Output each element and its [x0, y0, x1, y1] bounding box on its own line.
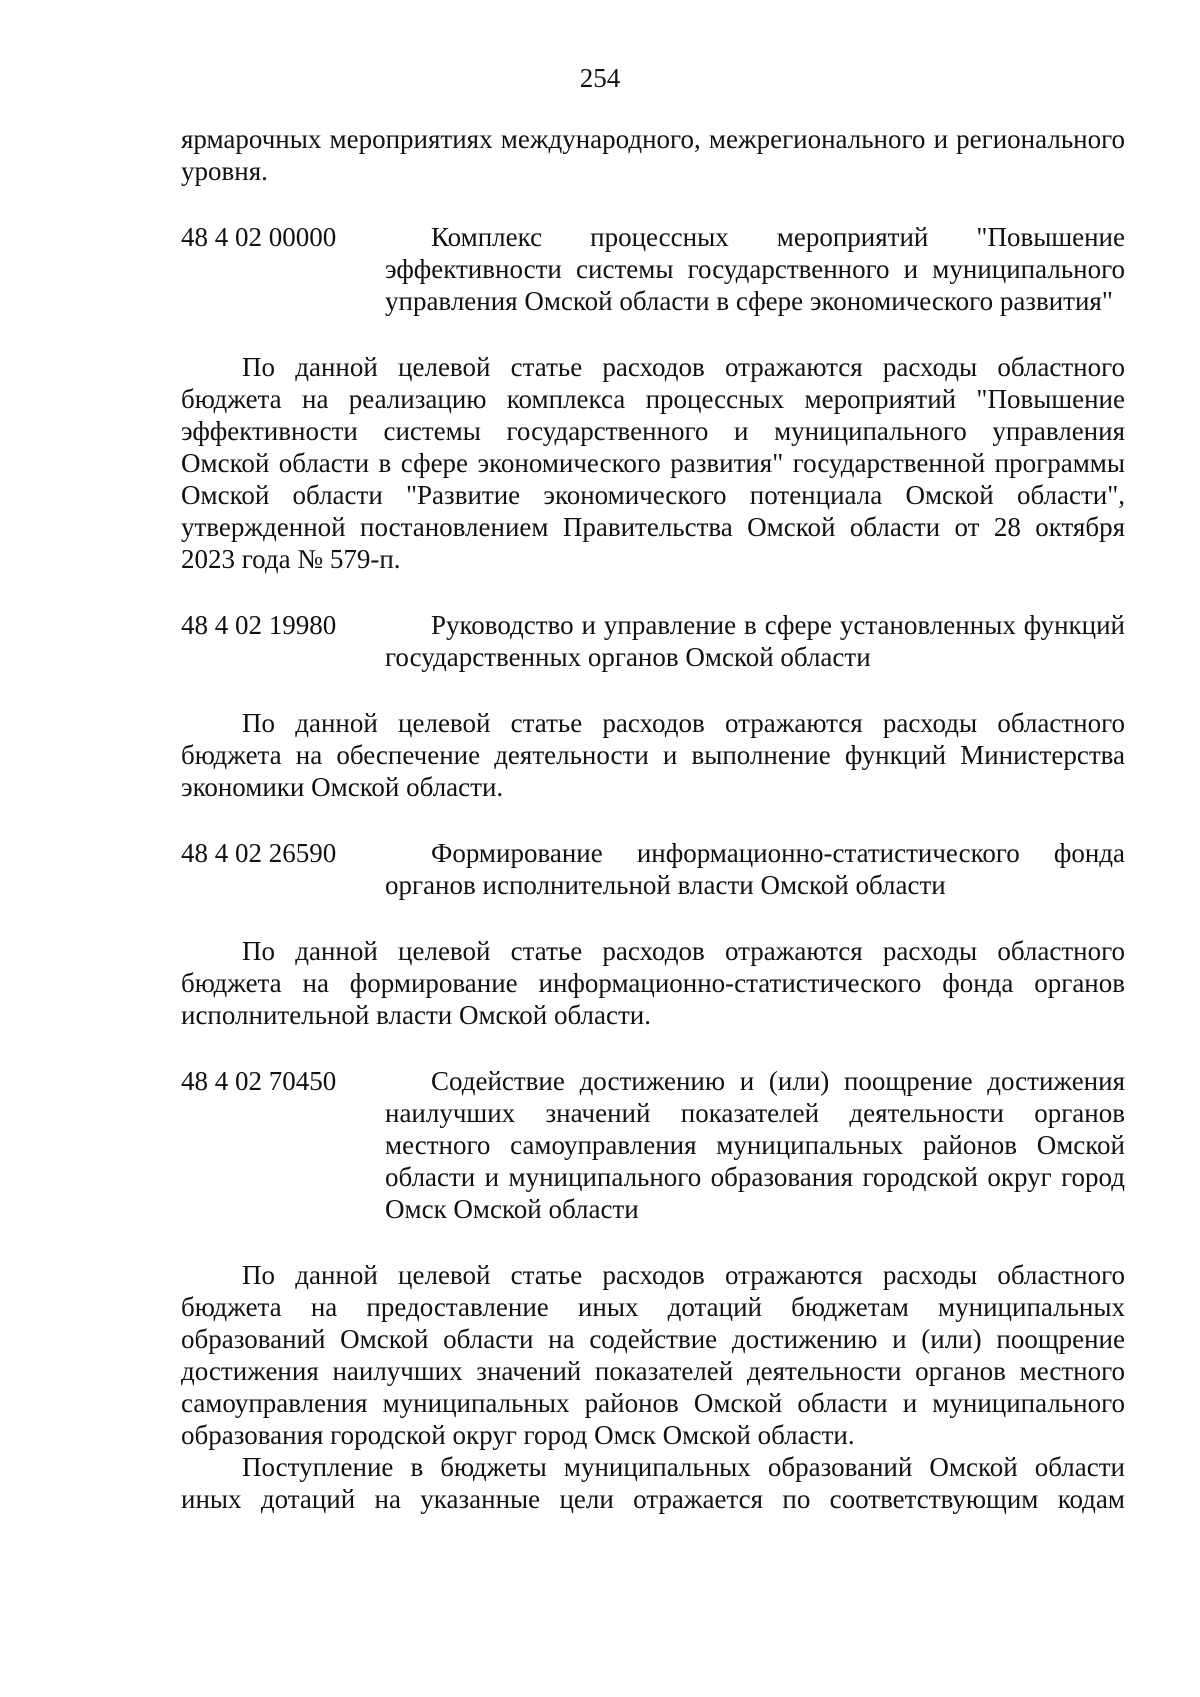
budget-code: 48 4 02 70450	[181, 1066, 337, 1096]
intro-paragraph: ярмарочных мероприятиях международного, межрегионального и регионального уровня.	[181, 124, 1125, 186]
budget-code: 48 4 02 00000	[181, 222, 337, 252]
budget-entry-continuation: Поступление в бюджеты муниципальных образований Омской области иных дотаций на указанные цели отражается по соответствующим кодам	[181, 1452, 1125, 1514]
budget-entry-48-4-02-26590	[181, 837, 1125, 901]
budget-code: 48 4 02 19980	[181, 610, 337, 640]
budget-entry-48-4-02-70450	[181, 1065, 1125, 1225]
budget-entry-description: По данной целевой статье расходов отражаются расходы областного бюджета на реализацию комплекса процессных мероприятий "Повышение эффективности системы государственного и муниципального управления Омской области в сфере экономического развития" государственной программы Омской области "Развитие экономического потенциала Омской области", утвержденной постановлением Правительства Омской области от 28 октября 2023 года № 579-п.	[181, 352, 1125, 574]
budget-entry-description: По данной целевой статье расходов отражаются расходы областного бюджета на формирование информационно-статистического фонда органов исполнительной власти Омской области.	[181, 936, 1125, 1030]
budget-code: 48 4 02 26590	[181, 838, 337, 868]
budget-entry-description: По данной целевой статье расходов отражаются расходы областного бюджета на обеспечение деятельности и выполнение функций Министерства экономики Омской области.	[181, 708, 1125, 802]
budget-entry-description: По данной целевой статье расходов отражаются расходы областного бюджета на предоставление иных дотаций бюджетам муниципальных образований Омской области на содействие достижению и (или) поощрение достижения наилучших значений показателей деятельности органов местного самоуправления муниципальных районов Омской области и муниципального образования городской округ город Омск Омской области.	[181, 1260, 1125, 1450]
budget-entry-title: Формирование информационно-статистического фонда органов исполнительной власти Омской области	[385, 838, 1125, 900]
budget-entry-48-4-02-19980	[181, 609, 1125, 673]
budget-entry-title: Комплекс процессных мероприятий "Повышение эффективности системы государственного и муниципального управления Омской области в сфере экономического развития"	[385, 222, 1125, 316]
budget-entry-48-4-02-00000	[181, 221, 1125, 317]
page-number: 254	[579, 63, 621, 93]
budget-entry-title: Содействие достижению и (или) поощрение достижения наилучших значений показателей деятельности органов местного самоуправления муниципальных районов Омской области и муниципального образования городской округ город Омск Омской области	[385, 1066, 1125, 1224]
document-body	[181, 123, 1125, 1515]
budget-entry-title: Руководство и управление в сфере установленных функций государственных органов Омской области	[385, 610, 1125, 672]
